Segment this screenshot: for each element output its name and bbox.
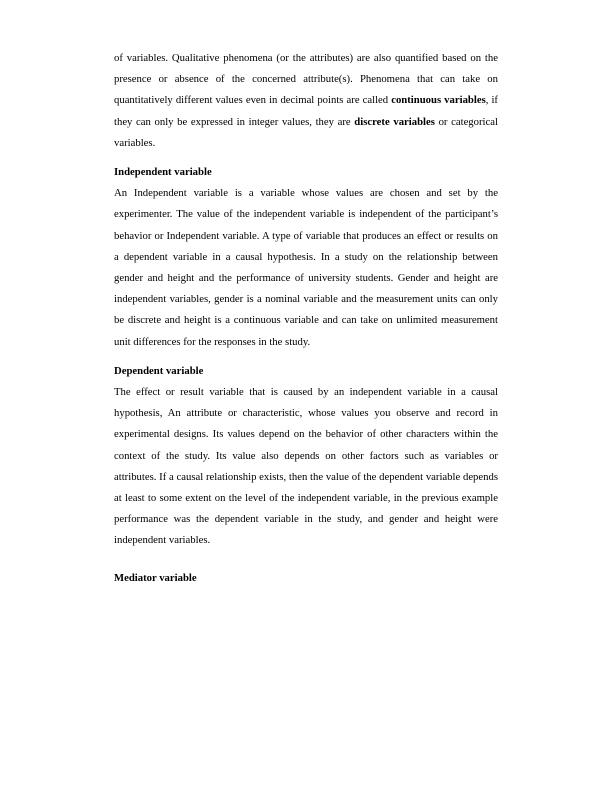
page-content — [114, 48, 498, 589]
section-spacer — [114, 154, 498, 162]
independent-variable-heading: Independent variable — [114, 166, 212, 179]
intro-text-2: , if they can only be expressed in integer values, they are — [114, 94, 498, 128]
intro-text-1: of variables. Qualitative phenomena (or the attributes) are also quantified based on the presence or absence of the concerned attribute(s). Phenomena that can take on quantitatively different values even in decimal points are called — [114, 52, 498, 107]
section-spacer — [114, 353, 498, 361]
dependent-variable-heading: Dependent variable — [114, 364, 204, 377]
continuous-variables-term: continuous variables — [391, 94, 486, 107]
intro-text-3: or categorical variables. — [114, 115, 498, 149]
mediator-variable-heading: Mediator variable — [114, 571, 197, 584]
dependent-variable-paragraph: The effect or result variable that is caused by an independent variable in a causal hypothesis, An attribute or characteristic, whose values you observe and record in experimental designs. Its values depend on the behavior of other characters within the context of the study. Its value also depends on other factors such as variables or attributes. If a causal relationship exists, then the value of the dependent variable depends at least to some extent on the level of the independent variable, in the previous example performance was the dependent variable in the study, and gender and height were independent variables. — [114, 386, 498, 547]
section-spacer — [114, 552, 498, 568]
discrete-variables-term: discrete variables — [354, 115, 435, 128]
independent-variable-paragraph: An Independent variable is a variable whose values are chosen and set by the experimenter. The value of the independent variable is independent of the participant’s behavior or Independent variable. A type of variable that produces an effect or results on a dependent variable in a causal hypothesis. In a study on the relationship between gender and height and the performance of university students. Gender and height are independent variables, gender is a nominal variable and the measurement units can only be discrete and height is a continuous variable and can take on unlimited measurement unit differences for the responses in the study. — [114, 187, 498, 348]
intro-paragraph — [114, 48, 498, 154]
